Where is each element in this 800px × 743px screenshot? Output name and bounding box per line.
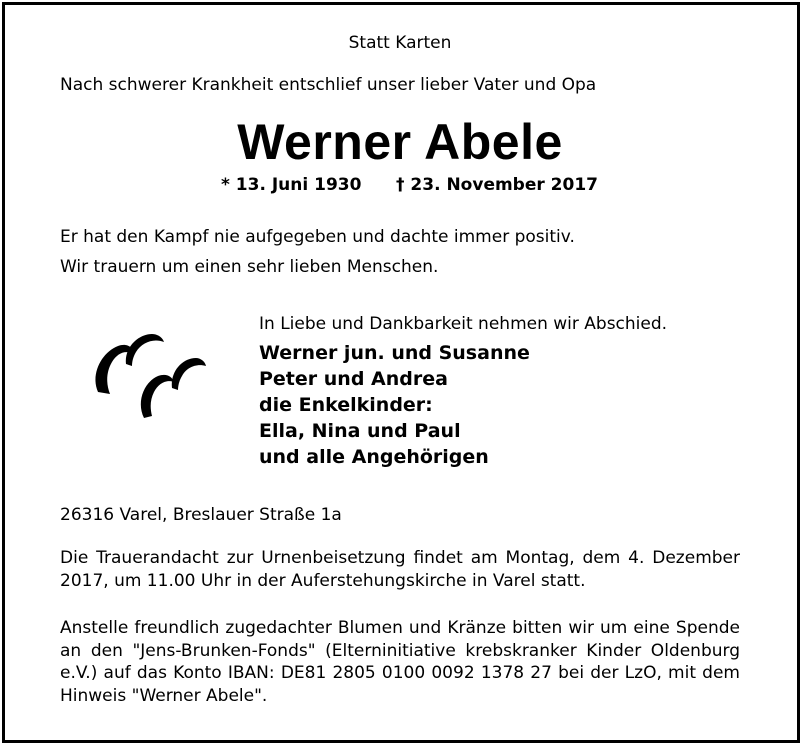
tribute-line-1: Er hat den Kampf nie aufgegeben und dachte immer positiv. [60, 227, 575, 247]
family-member: Werner jun. und Susanne [259, 342, 530, 364]
family-member: Peter und Andrea [259, 368, 448, 390]
birth-date: * 13. Juni 1930 [221, 175, 362, 195]
family-member: Ella, Nina und Paul [259, 420, 461, 442]
address: 26316 Varel, Breslauer Straße 1a [60, 505, 342, 525]
tribute-line-2: Wir trauern um einen sehr lieben Menschen. [60, 257, 439, 277]
family-member: und alle Angehörigen [259, 446, 489, 468]
intro-line: Nach schwerer Krankheit entschlief unser lieber Vater und Opa [60, 75, 597, 95]
farewell-line: In Liebe und Dankbarkeit nehmen wir Abschied. [259, 314, 668, 334]
donation-info: Anstelle freundlich zugedachter Blumen und Kränze bitten wir um eine Spende an den "Jens-Brunken-Fonds" (Elterninitiative krebskranker Kinder Oldenburg e.V.) auf das Konto IBAN: DE81 2805 0100 0092 1378 27 bei der LzO, mit dem Hinweis "Werner Abele". [60, 618, 740, 706]
deceased-name: Werner Abele [237, 114, 563, 170]
service-info: Die Trauerandacht zur Urnenbeisetzung findet am Montag, dem 4. Dezember 2017, um 11.00 Uhr in der Auferstehungskirche in Varel statt. [60, 548, 740, 591]
birds-icon [88, 326, 208, 426]
family-member: die Enkelkinder: [259, 394, 433, 416]
death-date: † 23. November 2017 [396, 175, 598, 195]
top-line: Statt Karten [348, 33, 452, 53]
